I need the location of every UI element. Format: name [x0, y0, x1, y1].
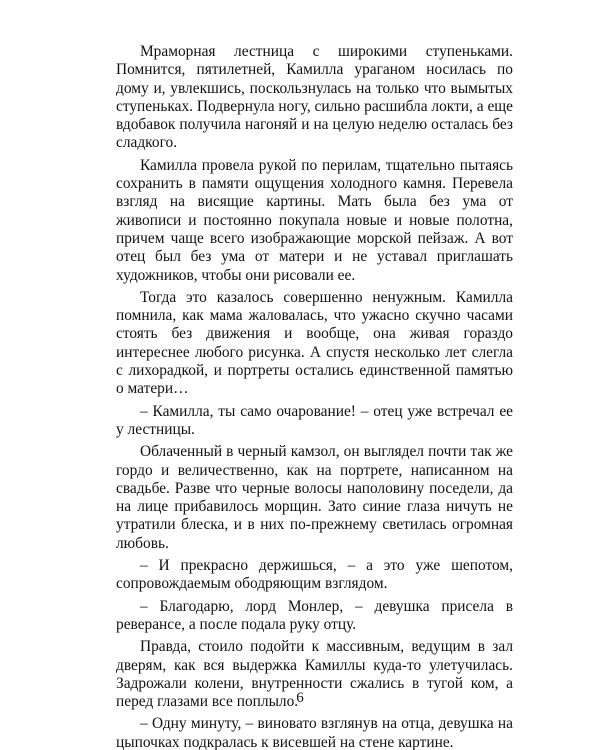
- paragraph: Мраморная лестница с широкими ступеньками. Помнится, пятилетней, Камилла ураганом носилась по дому и, увлекшись, поскользнулась на только что вымытых ступеньках. Подвернула ногу, сильно расшибла локти, а еще вдобавок получила нагоняй и на целую неделю осталась без сладкого.: [116, 43, 513, 152]
- dialogue-line: – Одну минуту, – виновато взглянув на отца, девушка на цыпочках подкралась к висевшей на стене картине.: [116, 715, 513, 750]
- dialogue-line: – И прекрасно держишься, – а это уже шепотом, сопровождаемым ободряющим взглядом.: [116, 557, 513, 593]
- paragraph: Тогда это казалось совершенно ненужным. Камилла помнила, как мама жаловалась, что ужасно скучно часами стоять без движения и вообще, она живая гораздо интереснее любого рисунка. А спустя несколько лет слегла с лихорадкой, и портреты остались единственной памятью о матери…: [116, 288, 513, 398]
- paragraph: Правда, стоило подойти к массивным, ведущим в зал дверям, как вся выдержка Камиллы куда-то улетучилась. Задрожали колени, внутренности сжались в тугой ком, а перед глазами все поплыло.: [116, 638, 513, 711]
- dialogue-line: – Благодарю, лорд Монлер, – девушка присела в реверансе, а после подала руку отцу.: [116, 597, 513, 633]
- paragraph: Облаченный в черный камзол, он выглядел почти так же гордо и величественно, как на портрете, написанном на свадьбе. Разве что черные волосы наполовину поседели, да на лице прибавилось морщин. Зато синие глаза ничуть не утратили блеска, и в них по-прежнему светилась огромная любовь.: [116, 443, 513, 552]
- dialogue-line: – Камилла, ты само очарование! – отец уже встречал ее у лестницы.: [116, 402, 513, 438]
- paragraph: Камилла провела рукой по перилам, тщательно пытаясь сохранить в памяти ощущения холодного камня. Перевела взгляд на висящие картины. Мать была без ума от живописи и постоянно покупала новые и новые полотна, причем чаще всего изображающие морской пейзаж. А вот отец был без ума от матери и не уставал приглашать художников, чтобы они рисовали ее.: [116, 156, 513, 284]
- body-text: [116, 43, 513, 750]
- page-number: 6: [296, 690, 304, 706]
